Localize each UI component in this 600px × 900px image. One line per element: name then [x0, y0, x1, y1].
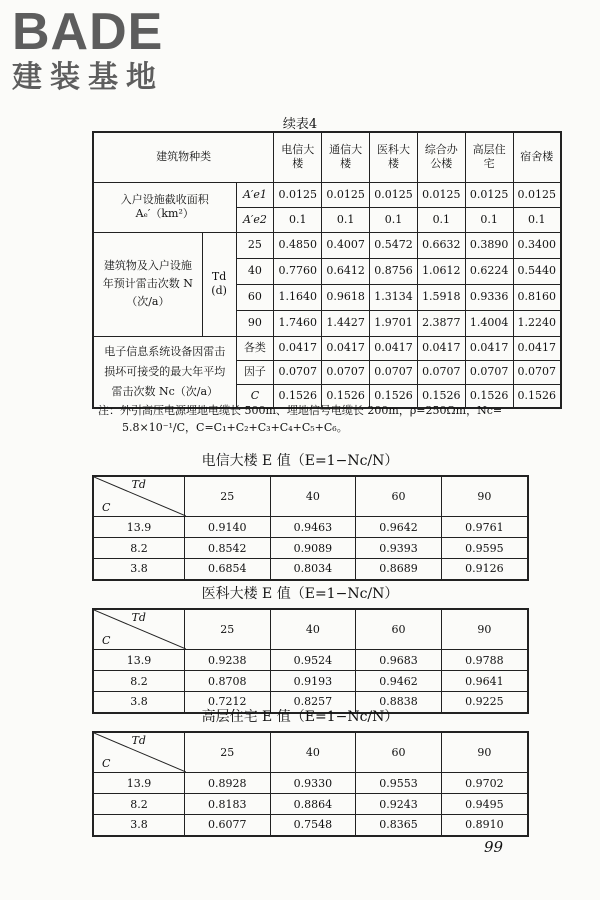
table-cell: 0.7548 — [270, 815, 356, 836]
table-cell: 0.9642 — [356, 517, 442, 538]
table-cell: 0.1 — [417, 207, 465, 232]
td-column-header: 60 — [356, 732, 442, 773]
table-cell: 0.0417 — [274, 336, 322, 360]
table-cell: 0.3890 — [465, 232, 513, 258]
note-line-2: 5.8×10⁻¹/C，C=C₁+C₂+C₃+C₄+C₅+C₆。 — [122, 421, 348, 434]
td-column-header: 25 — [184, 609, 270, 650]
td-column-header: 90 — [441, 732, 528, 773]
table-cell: 0.0417 — [322, 336, 370, 360]
table-cell: 0.9524 — [270, 650, 356, 671]
area-label-text: 入户设施截收面积 — [120, 193, 209, 206]
c-axis-label: C — [102, 501, 111, 514]
table-cell: 0.6854 — [184, 559, 270, 580]
table-cell: 0.9553 — [356, 773, 442, 794]
bade-logo — [12, 4, 164, 96]
table-cell: 0.9641 — [441, 671, 528, 692]
td-column-header: 40 — [270, 609, 356, 650]
table-cell: 0.0125 — [274, 182, 322, 207]
table-cell: 0.7212 — [184, 692, 270, 713]
area-symbol-cell: A′e1 — [236, 182, 274, 207]
td-column-header: 40 — [270, 732, 356, 773]
diagonal-header-cell — [93, 732, 184, 773]
type-header: 建筑物种类 — [93, 132, 274, 182]
table-cell: 0.0707 — [274, 360, 322, 384]
table-cell: 0.1 — [274, 207, 322, 232]
table-cell: 0.6412 — [322, 258, 370, 284]
table-cell: 0.1 — [513, 207, 561, 232]
table-cell: 0.9788 — [441, 650, 528, 671]
table-cell: 0.8542 — [184, 538, 270, 559]
td-value-cell: 90 — [236, 310, 274, 336]
c-value-cell: 13.9 — [93, 517, 184, 538]
table-cell: 0.8910 — [441, 815, 528, 836]
table-cell: 0.5472 — [370, 232, 418, 258]
table-cell: 0.8034 — [270, 559, 356, 580]
table-cell: 0.9495 — [441, 794, 528, 815]
lightning-count-table — [92, 131, 562, 409]
table-cell: 0.1 — [322, 207, 370, 232]
table-cell: 0.1526 — [322, 384, 370, 408]
table-cell: 0.9336 — [465, 284, 513, 310]
page-number: 99 — [484, 838, 504, 856]
table-cell: 0.1526 — [370, 384, 418, 408]
building-type-header: 高层住宅 — [465, 132, 513, 182]
table-cell: 0.8928 — [184, 773, 270, 794]
td-column-header: 25 — [184, 732, 270, 773]
table-cell: 0.1526 — [465, 384, 513, 408]
table-cell: 1.1640 — [274, 284, 322, 310]
logo-subtitle: 建装基地 — [12, 60, 164, 95]
area-symbol: Aₑ′（km²） — [135, 207, 194, 220]
c-value-cell: 3.8 — [93, 559, 184, 580]
td-value-cell: 25 — [236, 232, 274, 258]
table-cell: 0.9126 — [441, 559, 528, 580]
table-cell: 0.9683 — [356, 650, 442, 671]
table-cell: 0.0417 — [370, 336, 418, 360]
area-label — [93, 182, 236, 232]
td-value-cell: 60 — [236, 284, 274, 310]
nc-label: 电子信息系统设备因雷击损坏可接受的最大年平均雷击次数 Nc（次/a） — [93, 336, 236, 408]
c-value-cell: 3.8 — [93, 692, 184, 713]
building-type-header: 宿舍楼 — [513, 132, 561, 182]
table-cell: 0.0707 — [370, 360, 418, 384]
e-value-table — [92, 608, 529, 714]
table-cell: 0.0707 — [465, 360, 513, 384]
table-cell: 1.4004 — [465, 310, 513, 336]
table-cell: 0.8365 — [356, 815, 442, 836]
building-type-header: 通信大楼 — [322, 132, 370, 182]
table-cell: 1.3134 — [370, 284, 418, 310]
table-cell: 0.9089 — [270, 538, 356, 559]
note-line-1: 注：外引高压电源埋地电缆长 500m、埋地信号电缆长 200m，ρ=250Ωm，Nc= — [98, 404, 503, 417]
c-value-cell: 8.2 — [93, 538, 184, 559]
table-cell: 0.0125 — [322, 182, 370, 207]
table-cell: 1.9701 — [370, 310, 418, 336]
table-cell: 0.9463 — [270, 517, 356, 538]
table-cell: 0.9225 — [441, 692, 528, 713]
table-cell: 1.0612 — [417, 258, 465, 284]
table-cell: 0.8864 — [270, 794, 356, 815]
c-axis-label: C — [102, 757, 111, 770]
table-cell: 0.9140 — [184, 517, 270, 538]
table-cell: 0.0417 — [417, 336, 465, 360]
diagonal-header-cell — [93, 609, 184, 650]
table-cell: 0.9393 — [356, 538, 442, 559]
table-note — [98, 402, 558, 436]
factor-cell: C — [236, 384, 274, 408]
table-cell: 0.9761 — [441, 517, 528, 538]
c-value-cell: 13.9 — [93, 773, 184, 794]
e-value-table — [92, 475, 529, 581]
table-cell: 0.0417 — [513, 336, 561, 360]
n-label: 建筑物及入户设施年预计雷击次数 N（次/a） — [93, 232, 202, 336]
table-cell: 0.0125 — [513, 182, 561, 207]
table-cell: 0.1 — [465, 207, 513, 232]
table-cell: 0.8160 — [513, 284, 561, 310]
table-cell: 0.1526 — [513, 384, 561, 408]
table-cell: 0.0417 — [465, 336, 513, 360]
table-cell: 0.6224 — [465, 258, 513, 284]
factor-cell: 因子 — [236, 360, 274, 384]
table-cell: 0.7760 — [274, 258, 322, 284]
td-column-header: 25 — [184, 476, 270, 517]
table-cell: 0.1526 — [417, 384, 465, 408]
td-axis-label: Td — [131, 478, 146, 491]
e-table-title: 高层住宅 E 值（E=1−Nc/N） — [201, 709, 399, 725]
e-table-title: 医科大楼 E 值（E=1−Nc/N） — [201, 586, 399, 602]
building-type-header: 综合办公楼 — [417, 132, 465, 182]
td-column-header: 90 — [441, 476, 528, 517]
td-column-header: 60 — [356, 476, 442, 517]
e-value-table — [92, 731, 529, 837]
building-type-header: 电信大楼 — [274, 132, 322, 182]
table-cell: 0.4850 — [274, 232, 322, 258]
td-label: Td (d) — [202, 232, 236, 336]
continued-table-title: 续表4 — [282, 117, 318, 132]
table-cell: 0.8257 — [270, 692, 356, 713]
table-cell: 0.8756 — [370, 258, 418, 284]
table-cell: 0.8183 — [184, 794, 270, 815]
table-cell: 1.5918 — [417, 284, 465, 310]
table-cell: 1.2240 — [513, 310, 561, 336]
td-column-header: 60 — [356, 609, 442, 650]
table-cell: 0.3400 — [513, 232, 561, 258]
c-value-cell: 3.8 — [93, 815, 184, 836]
c-value-cell: 8.2 — [93, 794, 184, 815]
table-cell: 0.0707 — [513, 360, 561, 384]
td-column-header: 40 — [270, 476, 356, 517]
table-cell: 0.9243 — [356, 794, 442, 815]
factor-cell: 各类 — [236, 336, 274, 360]
table-cell: 1.4427 — [322, 310, 370, 336]
table-cell: 0.8689 — [356, 559, 442, 580]
area-symbol-cell: A′e2 — [236, 207, 274, 232]
table-cell: 2.3877 — [417, 310, 465, 336]
table-cell: 0.6632 — [417, 232, 465, 258]
table-cell: 0.0707 — [322, 360, 370, 384]
table-cell: 0.0707 — [417, 360, 465, 384]
table-cell: 0.9330 — [270, 773, 356, 794]
table-cell: 0.9595 — [441, 538, 528, 559]
e-table-title: 电信大楼 E 值（E=1−Nc/N） — [201, 453, 399, 469]
c-value-cell: 8.2 — [93, 671, 184, 692]
table-cell: 0.6077 — [184, 815, 270, 836]
table-cell: 0.9618 — [322, 284, 370, 310]
table-cell: 0.0125 — [417, 182, 465, 207]
td-axis-label: Td — [131, 734, 146, 747]
table-cell: 0.1 — [370, 207, 418, 232]
c-axis-label: C — [102, 634, 111, 647]
logo-word: BADE — [12, 3, 164, 61]
table-cell: 0.9238 — [184, 650, 270, 671]
table-cell: 0.4007 — [322, 232, 370, 258]
table-cell: 0.8708 — [184, 671, 270, 692]
table-cell: 0.0125 — [370, 182, 418, 207]
table-cell: 1.7460 — [274, 310, 322, 336]
table-cell: 0.9702 — [441, 773, 528, 794]
building-type-header: 医科大楼 — [370, 132, 418, 182]
table-cell: 0.1526 — [274, 384, 322, 408]
table-cell: 0.0125 — [465, 182, 513, 207]
table-cell: 0.9193 — [270, 671, 356, 692]
diagonal-header-cell — [93, 476, 184, 517]
td-column-header: 90 — [441, 609, 528, 650]
td-value-cell: 40 — [236, 258, 274, 284]
td-axis-label: Td — [131, 611, 146, 624]
c-value-cell: 13.9 — [93, 650, 184, 671]
table-cell: 0.8838 — [356, 692, 442, 713]
table-cell: 0.9462 — [356, 671, 442, 692]
table-cell: 0.5440 — [513, 258, 561, 284]
